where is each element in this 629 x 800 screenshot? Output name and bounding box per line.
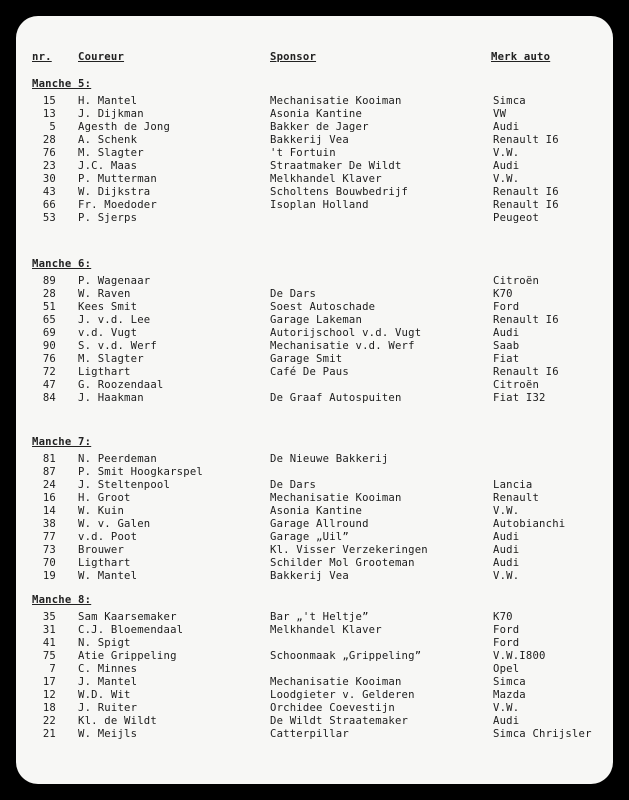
entry-merk: Ford [493,301,520,313]
entry-row [16,531,613,544]
entry-row [16,663,613,676]
entry-merk: K70 [493,611,513,623]
entry-row [16,466,613,479]
entry-row [16,173,613,186]
entry-sponsor: Loodgieter v. Gelderen [270,689,415,701]
entry-merk: Ford [493,624,520,636]
entry-coureur: N. Peerdeman [78,453,157,465]
entry-nr: 35 [42,611,56,623]
entry-row [16,340,613,353]
entry-sponsor: Garage „Uil” [270,531,349,543]
entry-nr: 89 [42,275,56,287]
entry-sponsor: Soest Autoschade [270,301,376,313]
entry-row [16,366,613,379]
entry-sponsor: Schoonmaak „Grippeling” [270,650,422,662]
entry-sponsor: Catterpillar [270,728,349,740]
entry-merk: Renault I6 [493,366,559,378]
entry-row [16,715,613,728]
entry-merk: K70 [493,288,513,300]
entry-merk: Citroën [493,275,540,287]
column-header-row [16,51,613,65]
entry-sponsor: De Nieuwe Bakkerij [270,453,389,465]
entry-row [16,199,613,212]
entry-merk: V.W. [493,147,520,159]
entry-coureur: W. Meijls [78,728,138,740]
entry-coureur: W. Dijkstra [78,186,151,198]
entry-row [16,676,613,689]
entry-sponsor: Asonia Kantine [270,505,363,517]
entry-sponsor: Schilder Mol Grooteman [270,557,415,569]
entry-row [16,353,613,366]
entry-coureur: H. Groot [78,492,131,504]
entry-merk: Audi [493,121,520,133]
entry-merk: Peugeot [493,212,540,224]
entry-coureur: P. Smit Hoogkarspel [78,466,203,478]
entry-merk: Simca [493,95,526,107]
entry-merk: Audi [493,557,520,569]
entry-merk: Audi [493,531,520,543]
entry-nr: 41 [42,637,56,649]
entry-merk: Fiat [493,353,520,365]
entry-coureur: S. v.d. Werf [78,340,157,352]
entry-merk: Renault I6 [493,134,559,146]
entry-coureur: Agesth de Jong [78,121,171,133]
entry-row [16,147,613,160]
entry-row [16,479,613,492]
entry-row [16,108,613,121]
manche-title: Manche 5: [32,78,92,90]
entry-sponsor: Bakkerij Vea [270,570,349,582]
entry-coureur: H. Mantel [78,95,138,107]
entry-merk: Autobianchi [493,518,566,530]
entry-nr: 84 [42,392,56,404]
entry-nr: 47 [42,379,56,391]
entry-merk: V.W. [493,173,520,185]
entry-sponsor: Café De Paus [270,366,349,378]
entry-sponsor: Garage Lakeman [270,314,363,326]
entry-sponsor: Autorijschool v.d. Vugt [270,327,422,339]
entry-merk: Ford [493,637,520,649]
entry-nr: 15 [42,95,56,107]
entry-nr: 18 [42,702,56,714]
entry-sponsor: Kl. Visser Verzekeringen [270,544,428,556]
entry-row [16,570,613,583]
entry-coureur: C. Minnes [78,663,138,675]
entry-nr: 69 [42,327,56,339]
entry-coureur: J. Ruiter [78,702,138,714]
entry-coureur: P. Sjerps [78,212,138,224]
entry-row [16,518,613,531]
entry-coureur: P. Mutterman [78,173,157,185]
entry-nr: 14 [42,505,56,517]
entry-merk: Fiat I32 [493,392,546,404]
entry-nr: 53 [42,212,56,224]
entry-row [16,379,613,392]
entry-nr: 13 [42,108,56,120]
entry-nr: 76 [42,353,56,365]
entry-coureur: Atie Grippeling [78,650,177,662]
entry-sponsor: Mechanisatie Kooiman [270,95,402,107]
entry-coureur: J. Steltenpool [78,479,171,491]
entry-coureur: P. Wagenaar [78,275,151,287]
header-nr: nr. [32,51,52,63]
entry-sponsor: Mechanisatie Kooiman [270,492,402,504]
entry-sponsor: Orchidee Coevestijn [270,702,395,714]
entry-nr: 72 [42,366,56,378]
header-merk-auto: Merk auto [491,51,551,63]
entry-merk: Audi [493,160,520,172]
entry-row [16,650,613,663]
entry-coureur: Kees Smit [78,301,138,313]
entry-sponsor: Asonia Kantine [270,108,363,120]
entry-row [16,453,613,466]
entry-coureur: Sam Kaarsemaker [78,611,177,623]
entry-merk: Simca Chrijsler [493,728,592,740]
header-coureur: Coureur [78,51,125,63]
entry-merk: Saab [493,340,520,352]
manche-7-section [16,436,613,583]
entry-row [16,275,613,288]
entry-sponsor: De Dars [270,479,317,491]
entry-nr: 22 [42,715,56,727]
entry-nr: 65 [42,314,56,326]
entry-merk: V.W. [493,505,520,517]
entry-coureur: v.d. Vugt [78,327,138,339]
entry-nr: 51 [42,301,56,313]
entry-row [16,505,613,518]
entry-coureur: M. Slagter [78,147,144,159]
entry-sponsor: Straatmaker De Wildt [270,160,402,172]
entry-merk: Renault I6 [493,186,559,198]
entry-merk: V.W. [493,570,520,582]
entry-row [16,492,613,505]
entry-coureur: W. Mantel [78,570,138,582]
entry-sponsor: Mechanisatie Kooiman [270,676,402,688]
entry-nr: 87 [42,466,56,478]
entry-row [16,121,613,134]
entry-sponsor: Melkhandel Klaver [270,173,382,185]
entry-nr: 31 [42,624,56,636]
entry-coureur: v.d. Poot [78,531,138,543]
entry-row [16,702,613,715]
entry-nr: 90 [42,340,56,352]
entry-nr: 73 [42,544,56,556]
entry-row [16,392,613,405]
entry-nr: 70 [42,557,56,569]
entry-row [16,689,613,702]
entry-coureur: W. v. Galen [78,518,151,530]
entry-merk: V.W.I800 [493,650,546,662]
entry-nr: 66 [42,199,56,211]
entry-coureur: G. Roozendaal [78,379,164,391]
entry-nr: 75 [42,650,56,662]
entry-sponsor: De Wildt Straatemaker [270,715,409,727]
manche-title: Manche 6: [32,258,92,270]
entry-sponsor: Mechanisatie v.d. Werf [270,340,415,352]
entry-merk: Renault I6 [493,314,559,326]
manche-title: Manche 8: [32,594,92,606]
entry-coureur: J. Haakman [78,392,144,404]
entry-sponsor: Bar „'t Heltje” [270,611,369,623]
entry-merk: Mazda [493,689,526,701]
entry-coureur: Fr. Moedoder [78,199,157,211]
entry-row [16,314,613,327]
entry-merk: V.W. [493,702,520,714]
entry-coureur: J. Mantel [78,676,138,688]
entry-nr: 30 [42,173,56,185]
entry-coureur: J. Dijkman [78,108,144,120]
entry-row [16,557,613,570]
entry-coureur: Ligthart [78,366,131,378]
entry-nr: 81 [42,453,56,465]
entry-merk: VW [493,108,507,120]
entry-nr: 19 [42,570,56,582]
entry-sponsor: Melkhandel Klaver [270,624,382,636]
entry-sponsor: Bakker de Jager [270,121,369,133]
entry-sponsor: Garage Allround [270,518,369,530]
entry-coureur: W. Raven [78,288,131,300]
entry-coureur: A. Schenk [78,134,138,146]
entry-row [16,160,613,173]
entry-nr: 24 [42,479,56,491]
entry-sponsor: Garage Smit [270,353,343,365]
entry-sponsor: Isoplan Holland [270,199,369,211]
entry-nr: 7 [49,663,56,675]
entry-merk: Citroën [493,379,540,391]
entry-sponsor: 't Fortuin [270,147,336,159]
entry-sponsor: Scholtens Bouwbedrijf [270,186,409,198]
entry-nr: 28 [42,288,56,300]
entry-row [16,301,613,314]
manche-5-section [16,78,613,225]
race-entry-list [16,16,613,784]
entry-sponsor: Bakkerij Vea [270,134,349,146]
entry-nr: 21 [42,728,56,740]
entry-nr: 17 [42,676,56,688]
entry-coureur: Brouwer [78,544,125,556]
entry-nr: 38 [42,518,56,530]
entry-merk: Audi [493,715,520,727]
entry-merk: Audi [493,327,520,339]
entry-row [16,611,613,624]
entry-coureur: Ligthart [78,557,131,569]
entry-nr: 77 [42,531,56,543]
entry-coureur: J.C. Maas [78,160,138,172]
entry-merk: Opel [493,663,520,675]
entry-nr: 76 [42,147,56,159]
entry-coureur: Kl. de Wildt [78,715,157,727]
entry-row [16,637,613,650]
manche-8-section [16,594,613,741]
entry-merk: Simca [493,676,526,688]
entry-coureur: M. Slagter [78,353,144,365]
entry-sponsor: De Graaf Autospuiten [270,392,402,404]
entry-row [16,544,613,557]
entry-row [16,288,613,301]
manche-6-section [16,258,613,405]
entry-coureur: W. Kuin [78,505,125,517]
entry-row [16,134,613,147]
manche-title: Manche 7: [32,436,92,448]
entry-merk: Renault I6 [493,199,559,211]
entry-row [16,212,613,225]
entry-coureur: N. Spigt [78,637,131,649]
entry-coureur: C.J. Bloemendaal [78,624,184,636]
entry-row [16,186,613,199]
entry-merk: Lancia [493,479,533,491]
entry-row [16,624,613,637]
entry-nr: 23 [42,160,56,172]
entry-nr: 12 [42,689,56,701]
entry-merk: Renault [493,492,540,504]
entry-row [16,327,613,340]
entry-nr: 16 [42,492,56,504]
entry-nr: 28 [42,134,56,146]
entry-nr: 5 [49,121,56,133]
entry-row [16,728,613,741]
header-sponsor: Sponsor [270,51,317,63]
entry-merk: Audi [493,544,520,556]
entry-row [16,95,613,108]
entry-sponsor: De Dars [270,288,317,300]
entry-coureur: J. v.d. Lee [78,314,151,326]
entry-coureur: W.D. Wit [78,689,131,701]
entry-nr: 43 [42,186,56,198]
